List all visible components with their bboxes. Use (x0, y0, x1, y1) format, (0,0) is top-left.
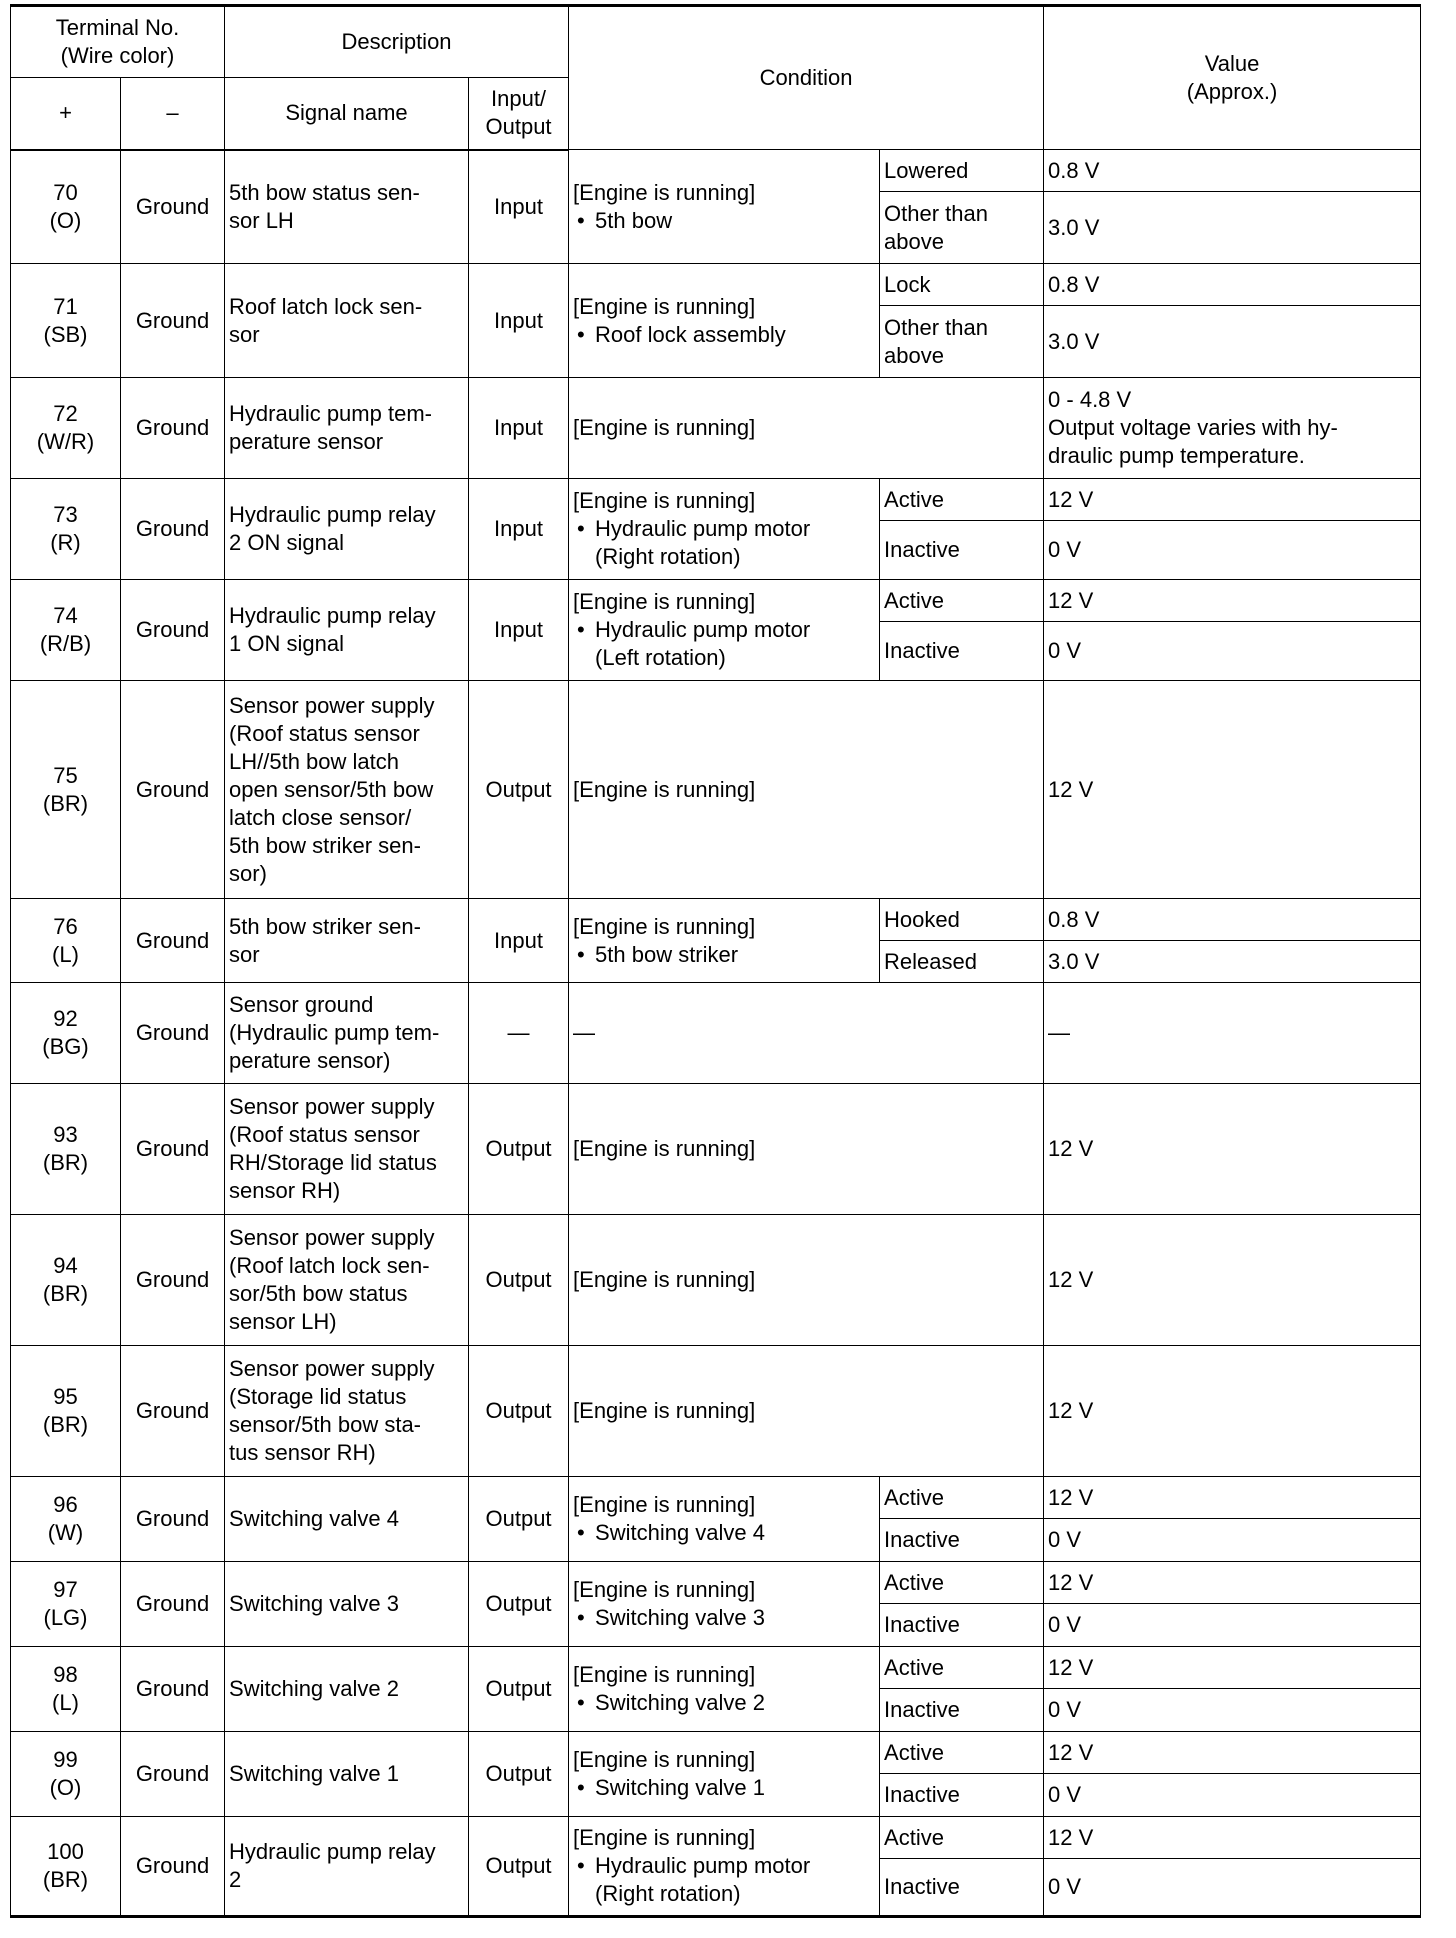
terminal-table (10, 4, 1421, 1918)
signal-name: Sensor ground (Hydraulic pump tem- perature sensor) (225, 983, 469, 1084)
condition: [Engine is running] (569, 681, 1044, 899)
io-type: — (469, 983, 569, 1084)
io-type: Input (469, 479, 569, 580)
value: 3.0 V (1044, 306, 1421, 378)
value: 12 V (1044, 479, 1421, 521)
sub-condition: Inactive (880, 1689, 1044, 1732)
terminal-minus: Ground (121, 1215, 225, 1346)
terminal-minus: Ground (121, 1562, 225, 1647)
signal-name: Roof latch lock sen- sor (225, 264, 469, 378)
terminal-minus: Ground (121, 983, 225, 1084)
sub-condition: Inactive (880, 1774, 1044, 1817)
table-row (11, 580, 1421, 622)
value: 12 V (1044, 1477, 1421, 1519)
condition: [Engine is running] (569, 1215, 1044, 1346)
io-type: Output (469, 1346, 569, 1477)
terminal-minus: Ground (121, 1084, 225, 1215)
io-type: Output (469, 1084, 569, 1215)
terminal-number: 97 (LG) (11, 1562, 121, 1647)
sub-condition: Active (880, 1732, 1044, 1774)
table-row (11, 479, 1421, 521)
header-signal-name: Signal name (225, 78, 469, 150)
sub-condition: Other than above (880, 306, 1044, 378)
value: 0 V (1044, 1689, 1421, 1732)
condition: [Engine is running] • Roof lock assembly (569, 264, 880, 378)
terminal-minus: Ground (121, 681, 225, 899)
terminal-number: 100 (BR) (11, 1817, 121, 1917)
value: 12 V (1044, 681, 1421, 899)
io-type: Input (469, 150, 569, 264)
io-type: Output (469, 1732, 569, 1817)
condition: [Engine is running] • Hydraulic pump motor (Left rotation) (569, 580, 880, 681)
value: 12 V (1044, 1084, 1421, 1215)
header-input-output: Input/ Output (469, 78, 569, 150)
signal-name: 5th bow striker sen- sor (225, 899, 469, 983)
condition: [Engine is running] • 5th bow (569, 150, 880, 264)
value: 0 V (1044, 1604, 1421, 1647)
terminal-minus: Ground (121, 1817, 225, 1917)
value: 12 V (1044, 1817, 1421, 1859)
terminal-minus: Ground (121, 264, 225, 378)
sub-condition: Active (880, 1477, 1044, 1519)
sub-condition: Active (880, 1817, 1044, 1859)
sub-condition: Active (880, 479, 1044, 521)
terminal-minus: Ground (121, 580, 225, 681)
signal-name: Sensor power supply (Roof status sensor LH//5th bow latch open sensor/5th bow latch close sensor/ 5th bow striker sen- sor) (225, 681, 469, 899)
sub-condition: Inactive (880, 1604, 1044, 1647)
table-row (11, 899, 1421, 941)
io-type: Output (469, 1215, 569, 1346)
value: 12 V (1044, 580, 1421, 622)
signal-name: Switching valve 1 (225, 1732, 469, 1817)
table-row (11, 150, 1421, 192)
sub-condition: Lock (880, 264, 1044, 306)
terminal-minus: Ground (121, 899, 225, 983)
value: — (1044, 983, 1421, 1084)
signal-name: Sensor power supply (Roof status sensor RH/Storage lid status sensor RH) (225, 1084, 469, 1215)
table-row (11, 1215, 1421, 1346)
value: 3.0 V (1044, 941, 1421, 983)
signal-name: Hydraulic pump relay 2 ON signal (225, 479, 469, 580)
sub-condition: Inactive (880, 1519, 1044, 1562)
signal-name: Switching valve 3 (225, 1562, 469, 1647)
table-row (11, 1084, 1421, 1215)
sub-condition: Active (880, 1647, 1044, 1689)
condition: [Engine is running] • Switching valve 1 (569, 1732, 880, 1817)
sub-condition: Released (880, 941, 1044, 983)
condition: [Engine is running] • Hydraulic pump motor (Right rotation) (569, 479, 880, 580)
signal-name: Sensor power supply (Storage lid status sensor/5th bow sta- tus sensor RH) (225, 1346, 469, 1477)
value: 12 V (1044, 1215, 1421, 1346)
header-terminal-no: Terminal No. (Wire color) (11, 6, 225, 78)
sub-condition: Inactive (880, 1859, 1044, 1917)
io-type: Output (469, 681, 569, 899)
table-row (11, 1732, 1421, 1774)
table-row (11, 378, 1421, 479)
terminal-number: 95 (BR) (11, 1346, 121, 1477)
terminal-number: 93 (BR) (11, 1084, 121, 1215)
table-row (11, 1647, 1421, 1689)
terminal-minus: Ground (121, 378, 225, 479)
condition: [Engine is running] (569, 378, 1044, 479)
value: 0 - 4.8 V Output voltage varies with hy- draulic pump temperature. (1044, 378, 1421, 479)
value: 12 V (1044, 1346, 1421, 1477)
terminal-number: 94 (BR) (11, 1215, 121, 1346)
table-row (11, 1562, 1421, 1604)
value: 3.0 V (1044, 192, 1421, 264)
table-row (11, 1477, 1421, 1519)
header-minus: – (121, 78, 225, 150)
sub-condition: Active (880, 580, 1044, 622)
condition: [Engine is running] (569, 1084, 1044, 1215)
header-condition: Condition (569, 6, 1044, 150)
condition: [Engine is running] (569, 1346, 1044, 1477)
terminal-number: 98 (L) (11, 1647, 121, 1732)
terminal-minus: Ground (121, 1647, 225, 1732)
sub-condition: Active (880, 1562, 1044, 1604)
terminal-number: 74 (R/B) (11, 580, 121, 681)
value: 0 V (1044, 1774, 1421, 1817)
value: 0 V (1044, 1519, 1421, 1562)
signal-name: Sensor power supply (Roof latch lock sen- sor/5th bow status sensor LH) (225, 1215, 469, 1346)
signal-name: Hydraulic pump relay 1 ON signal (225, 580, 469, 681)
sub-condition: Inactive (880, 622, 1044, 681)
signal-name: 5th bow status sen- sor LH (225, 150, 469, 264)
condition: [Engine is running] • Hydraulic pump motor (Right rotation) (569, 1817, 880, 1917)
sub-condition: Hooked (880, 899, 1044, 941)
terminal-number: 99 (O) (11, 1732, 121, 1817)
condition: [Engine is running] • Switching valve 3 (569, 1562, 880, 1647)
io-type: Output (469, 1562, 569, 1647)
io-type: Input (469, 899, 569, 983)
sub-condition: Other than above (880, 192, 1044, 264)
signal-name: Switching valve 2 (225, 1647, 469, 1732)
terminal-minus: Ground (121, 479, 225, 580)
condition: [Engine is running] • Switching valve 2 (569, 1647, 880, 1732)
value: 12 V (1044, 1732, 1421, 1774)
value: 0 V (1044, 1859, 1421, 1917)
table-row (11, 1346, 1421, 1477)
condition: [Engine is running] • 5th bow striker (569, 899, 880, 983)
value: 12 V (1044, 1562, 1421, 1604)
sub-condition: Inactive (880, 521, 1044, 580)
terminal-number: 73 (R) (11, 479, 121, 580)
header-description: Description (225, 6, 569, 78)
io-type: Output (469, 1647, 569, 1732)
terminal-number: 96 (W) (11, 1477, 121, 1562)
terminal-number: 70 (O) (11, 150, 121, 264)
terminal-number: 72 (W/R) (11, 378, 121, 479)
terminal-number: 92 (BG) (11, 983, 121, 1084)
terminal-minus: Ground (121, 1346, 225, 1477)
terminal-minus: Ground (121, 1732, 225, 1817)
terminal-minus: Ground (121, 1477, 225, 1562)
value: 0 V (1044, 622, 1421, 681)
io-type: Output (469, 1477, 569, 1562)
header-value: Value (Approx.) (1044, 6, 1421, 150)
value: 0.8 V (1044, 264, 1421, 306)
value: 0.8 V (1044, 899, 1421, 941)
condition: [Engine is running] • Switching valve 4 (569, 1477, 880, 1562)
terminal-number: 76 (L) (11, 899, 121, 983)
io-type: Output (469, 1817, 569, 1917)
io-type: Input (469, 580, 569, 681)
value: 0.8 V (1044, 150, 1421, 192)
condition: — (569, 983, 1044, 1084)
terminal-number: 71 (SB) (11, 264, 121, 378)
io-type: Input (469, 378, 569, 479)
table-row (11, 983, 1421, 1084)
sub-condition: Lowered (880, 150, 1044, 192)
value: 12 V (1044, 1647, 1421, 1689)
table-row (11, 264, 1421, 306)
signal-name: Switching valve 4 (225, 1477, 469, 1562)
signal-name: Hydraulic pump relay 2 (225, 1817, 469, 1917)
signal-name: Hydraulic pump tem- perature sensor (225, 378, 469, 479)
table-row (11, 681, 1421, 899)
terminal-number: 75 (BR) (11, 681, 121, 899)
table-row (11, 1817, 1421, 1859)
io-type: Input (469, 264, 569, 378)
value: 0 V (1044, 521, 1421, 580)
header-plus: + (11, 78, 121, 150)
terminal-minus: Ground (121, 150, 225, 264)
